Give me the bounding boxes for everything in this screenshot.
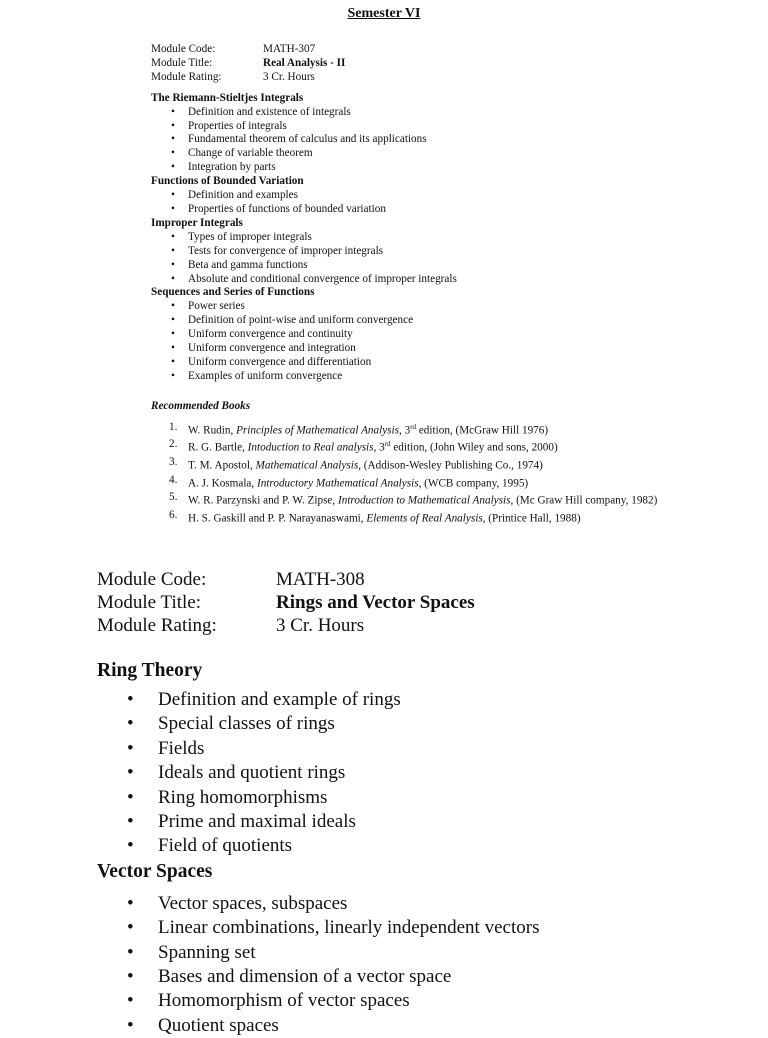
book-edition-superscript: rd <box>384 440 391 449</box>
section-heading-bounded-variation: Functions of Bounded Variation <box>151 175 304 188</box>
module-title-row <box>97 591 737 614</box>
book-author: H. S. Gaskill and P. P. Narayanaswami, <box>188 512 367 525</box>
topic-list <box>151 231 751 287</box>
book-item <box>151 474 751 492</box>
module-title-label: Module Title: <box>97 592 201 613</box>
book-publisher: , (Addison-Wesley Publishing Co., 1974) <box>358 459 543 472</box>
module-code-row <box>97 568 737 591</box>
book-title: Elements of Real Analysis <box>366 512 483 525</box>
module-rating-row <box>97 614 737 637</box>
list-item: • Integration by parts <box>151 161 751 175</box>
list-item: • Definition and examples <box>151 189 751 203</box>
book-title: Introductory Mathematical Analysis <box>256 477 419 490</box>
book-item <box>151 491 751 509</box>
list-item: • Properties of integrals <box>151 120 751 134</box>
list-item: • Prime and maximal ideals <box>97 810 737 834</box>
book-author: R. G. Bartle, <box>188 442 248 455</box>
book-list <box>151 421 751 527</box>
list-item: • Ring homomorphisms <box>97 786 737 810</box>
book-publisher: edition, (John Wiley and sons, 2000) <box>390 442 558 455</box>
list-item: • Fields <box>97 737 737 761</box>
module-title-value: Rings and Vector Spaces <box>276 592 475 613</box>
book-publisher: edition, (McGraw Hill 1976) <box>416 424 549 437</box>
list-item: • Linear combinations, linearly independent vectors <box>97 916 737 940</box>
list-item: • Vector spaces, subspaces <box>97 892 737 916</box>
book-edition-text: , 3 <box>399 424 411 437</box>
list-item: • Fundamental theorem of calculus and its applications <box>151 133 751 147</box>
list-item: • Power series <box>151 300 751 314</box>
module-title-value: Real Analysis - II <box>263 56 346 69</box>
section-heading-ring-theory: Ring Theory <box>97 660 203 681</box>
book-title: Mathematical Analysis <box>255 459 359 472</box>
list-item: • Field of quotients <box>97 834 737 858</box>
list-item: • Properties of functions of bounded variation <box>151 203 751 217</box>
book-item <box>151 438 751 456</box>
book-author: A. J. Kosmala, <box>188 477 257 490</box>
list-item: • Tests for convergence of improper integrals <box>151 245 751 259</box>
list-item: • Definition of point-wise and uniform convergence <box>151 314 751 328</box>
topic-list <box>97 892 737 1038</box>
book-publisher: , (Printice Hall, 1988) <box>482 512 581 525</box>
book-author: W. Rudin, <box>188 424 237 437</box>
list-item: • Quotient spaces <box>97 1014 737 1038</box>
module-title-label: Module Title: <box>151 56 213 69</box>
module-307 <box>151 43 751 527</box>
module-rating-label: Module Rating: <box>151 70 222 83</box>
book-item <box>151 509 751 527</box>
book-edition-superscript: rd <box>410 422 417 431</box>
module-code-row <box>151 43 751 57</box>
module-rating-label: Module Rating: <box>97 615 217 636</box>
list-item: • Definition and existence of integrals <box>151 106 751 120</box>
list-item: • Uniform convergence and differentiation <box>151 356 751 370</box>
book-publisher: , (WCB company, 1995) <box>418 477 529 490</box>
book-item <box>151 456 751 474</box>
module-rating-value: 3 Cr. Hours <box>263 70 315 83</box>
book-title: Introduction to Mathematical Analysis <box>338 494 511 507</box>
list-item: • Beta and gamma functions <box>151 259 751 273</box>
book-author: W. R. Parzynski and P. W. Zipse, <box>188 494 338 507</box>
book-edition-text: , 3 <box>373 442 385 455</box>
list-item: • Change of variable theorem <box>151 147 751 161</box>
section-heading-improper-integrals: Improper Integrals <box>151 216 243 229</box>
recommended-books-heading: Recommended Books <box>151 399 251 412</box>
topic-list <box>151 189 751 217</box>
list-item: • Absolute and conditional convergence of improper integrals <box>151 273 751 287</box>
module-code-label: Module Code: <box>151 43 216 55</box>
module-title-row <box>151 57 751 71</box>
book-title: Intoduction to Real analysis <box>247 442 374 455</box>
module-rating-value: 3 Cr. Hours <box>276 615 365 636</box>
module-code-value: MATH-308 <box>276 569 365 590</box>
book-author: T. M. Apostol, <box>188 459 256 472</box>
list-item: • Ideals and quotient rings <box>97 761 737 785</box>
list-item: • Homomorphism of vector spaces <box>97 989 737 1013</box>
module-rating-row <box>151 71 751 85</box>
book-item <box>151 421 751 439</box>
section-heading-vector-spaces: Vector Spaces <box>97 860 213 882</box>
list-item: • Uniform convergence and continuity <box>151 328 751 342</box>
list-item: • Uniform convergence and integration <box>151 342 751 356</box>
list-item: • Types of improper integrals <box>151 231 751 245</box>
list-item: • Spanning set <box>97 941 737 965</box>
topic-list <box>151 300 751 383</box>
book-publisher: , (Mc Graw Hill company, 1982) <box>510 494 658 507</box>
module-code-label: Module Code: <box>97 569 207 590</box>
list-item: • Special classes of rings <box>97 712 737 736</box>
semester-heading: Semester VI <box>347 6 421 21</box>
list-item: • Definition and example of rings <box>97 688 737 712</box>
list-item: • Examples of uniform convergence <box>151 370 751 384</box>
list-item: • Bases and dimension of a vector space <box>97 965 737 989</box>
topic-list <box>151 106 751 176</box>
book-title: Principles of Mathematical Analysis <box>236 424 400 437</box>
module-code-value: MATH-307 <box>263 43 316 55</box>
module-308 <box>97 568 737 1038</box>
topic-list <box>97 688 737 859</box>
section-heading-sequences-series: Sequences and Series of Functions <box>151 286 315 299</box>
section-heading-riemann-stieltjes: The Riemann-Stieltjes Integrals <box>151 91 304 104</box>
